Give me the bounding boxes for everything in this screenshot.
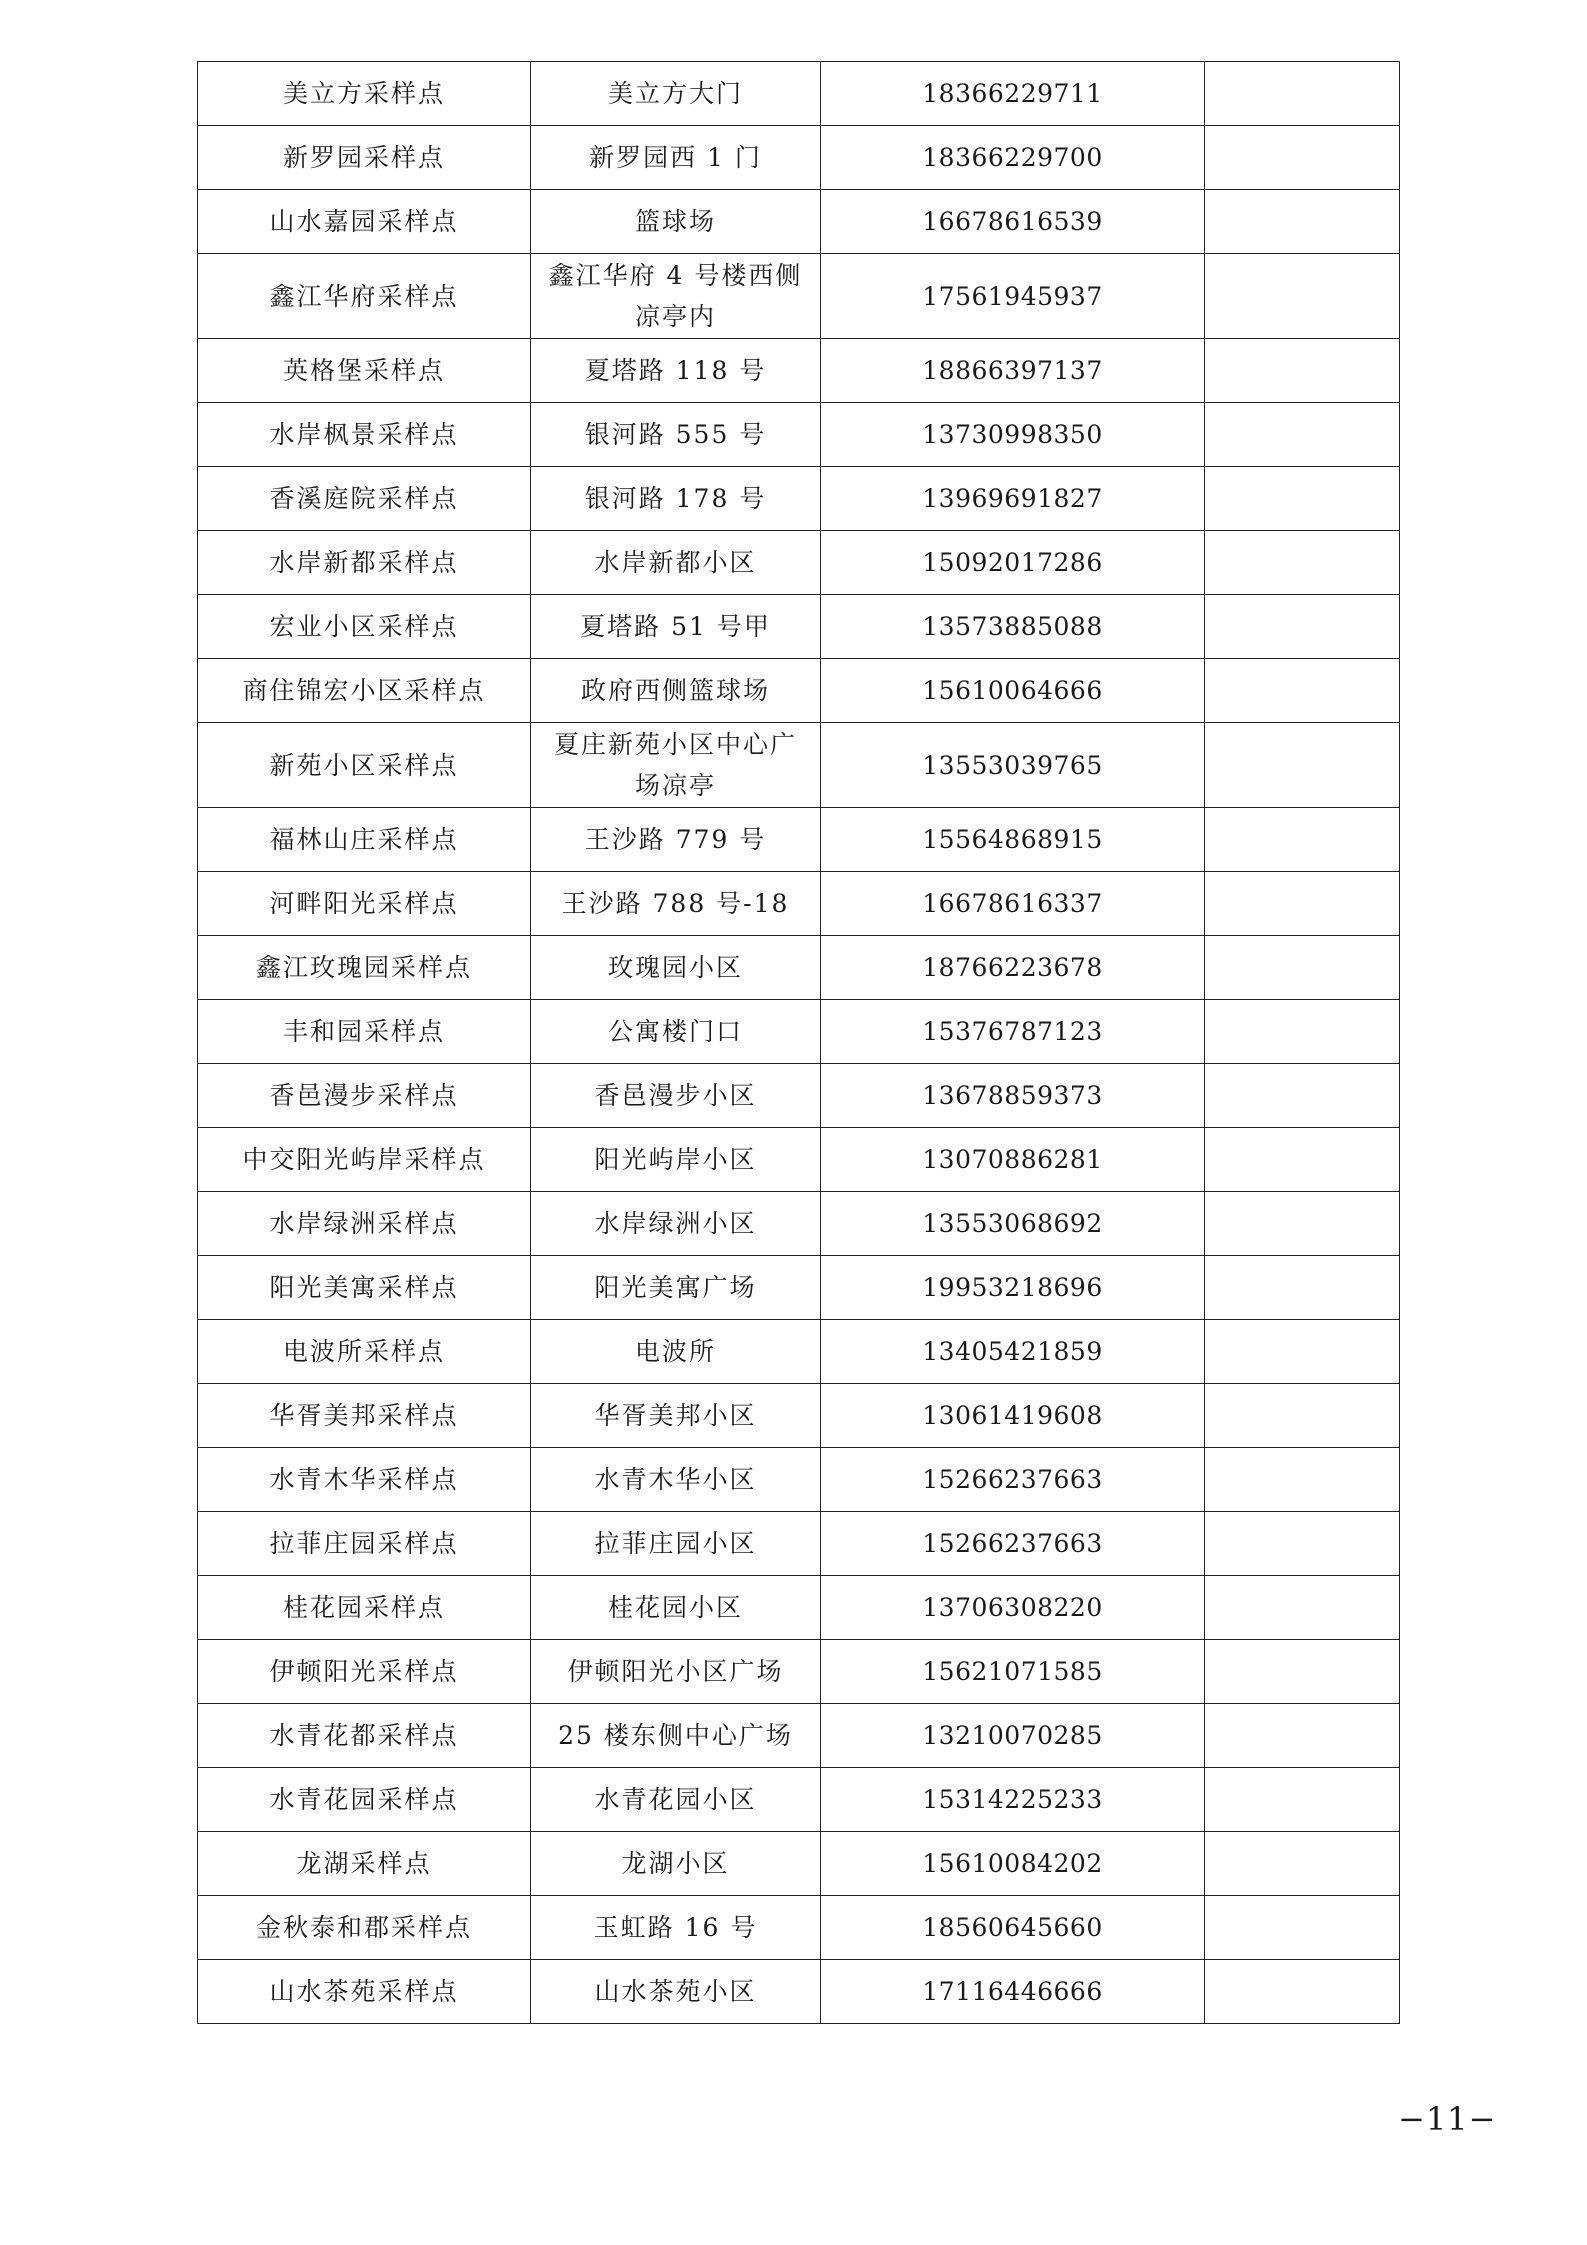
phone-cell: 13553039765 [821, 723, 1205, 808]
location-cell: 桂花园小区 [531, 1576, 821, 1640]
table-row [198, 1384, 1400, 1448]
phone-cell: 18766223678 [821, 936, 1205, 1000]
phone-cell: 15610064666 [821, 659, 1205, 723]
note-cell [1205, 1384, 1400, 1448]
note-cell [1205, 1704, 1400, 1768]
phone-cell: 17116446666 [821, 1960, 1205, 2024]
table-row [198, 1576, 1400, 1640]
note-cell [1205, 1832, 1400, 1896]
location-cell: 银河路 178 号 [531, 467, 821, 531]
note-cell [1205, 1256, 1400, 1320]
phone-cell: 18366229700 [821, 126, 1205, 190]
location-cell: 阳光屿岸小区 [531, 1128, 821, 1192]
site-name-cell: 山水嘉园采样点 [198, 190, 531, 254]
table-row [198, 1832, 1400, 1896]
phone-cell: 13070886281 [821, 1128, 1205, 1192]
site-name-cell: 水岸新都采样点 [198, 531, 531, 595]
phone-cell: 15621071585 [821, 1640, 1205, 1704]
note-cell [1205, 872, 1400, 936]
sampling-sites-table-body [198, 62, 1400, 2024]
location-cell: 拉菲庄园小区 [531, 1512, 821, 1576]
note-cell [1205, 1640, 1400, 1704]
location-cell: 华胥美邦小区 [531, 1384, 821, 1448]
note-cell [1205, 190, 1400, 254]
site-name-cell: 河畔阳光采样点 [198, 872, 531, 936]
location-cell: 水青花园小区 [531, 1768, 821, 1832]
note-cell [1205, 1192, 1400, 1256]
table-row [198, 1896, 1400, 1960]
location-cell: 美立方大门 [531, 62, 821, 126]
table-row [198, 1000, 1400, 1064]
sampling-sites-table [197, 61, 1400, 2024]
note-cell [1205, 531, 1400, 595]
table-row [198, 1768, 1400, 1832]
phone-cell: 15610084202 [821, 1832, 1205, 1896]
location-cell: 王沙路 788 号-18 [531, 872, 821, 936]
note-cell [1205, 1448, 1400, 1512]
phone-cell: 13061419608 [821, 1384, 1205, 1448]
note-cell [1205, 403, 1400, 467]
table-row [198, 1320, 1400, 1384]
site-name-cell: 山水茶苑采样点 [198, 1960, 531, 2024]
site-name-cell: 水岸绿洲采样点 [198, 1192, 531, 1256]
location-cell: 公寓楼门口 [531, 1000, 821, 1064]
note-cell [1205, 1000, 1400, 1064]
table-row [198, 659, 1400, 723]
site-name-cell: 中交阳光屿岸采样点 [198, 1128, 531, 1192]
phone-cell: 13706308220 [821, 1576, 1205, 1640]
note-cell [1205, 659, 1400, 723]
phone-cell: 15092017286 [821, 531, 1205, 595]
location-cell: 王沙路 779 号 [531, 808, 821, 872]
phone-cell: 17561945937 [821, 254, 1205, 339]
table-row [198, 1192, 1400, 1256]
site-name-cell: 新苑小区采样点 [198, 723, 531, 808]
note-cell [1205, 1320, 1400, 1384]
table-row [198, 1064, 1400, 1128]
location-cell: 夏塔路 51 号甲 [531, 595, 821, 659]
table-row [198, 1960, 1400, 2024]
phone-cell: 15314225233 [821, 1768, 1205, 1832]
phone-cell: 13573885088 [821, 595, 1205, 659]
site-name-cell: 阳光美寓采样点 [198, 1256, 531, 1320]
location-cell: 新罗园西 1 门 [531, 126, 821, 190]
phone-cell: 13678859373 [821, 1064, 1205, 1128]
table-row [198, 254, 1400, 339]
location-cell: 伊顿阳光小区广场 [531, 1640, 821, 1704]
location-cell: 25 楼东侧中心广场 [531, 1704, 821, 1768]
location-cell: 夏庄新苑小区中心广场凉亭 [531, 723, 821, 808]
location-cell: 山水茶苑小区 [531, 1960, 821, 2024]
site-name-cell: 水岸枫景采样点 [198, 403, 531, 467]
table-row [198, 126, 1400, 190]
location-cell: 龙湖小区 [531, 1832, 821, 1896]
table-row [198, 1128, 1400, 1192]
site-name-cell: 金秋泰和郡采样点 [198, 1896, 531, 1960]
site-name-cell: 福林山庄采样点 [198, 808, 531, 872]
note-cell [1205, 62, 1400, 126]
table-row [198, 1512, 1400, 1576]
phone-cell: 15266237663 [821, 1512, 1205, 1576]
site-name-cell: 商住锦宏小区采样点 [198, 659, 531, 723]
table-row [198, 936, 1400, 1000]
table-row [198, 1448, 1400, 1512]
table-row [198, 872, 1400, 936]
location-cell: 篮球场 [531, 190, 821, 254]
table-row [198, 403, 1400, 467]
location-cell: 香邑漫步小区 [531, 1064, 821, 1128]
table-row [198, 531, 1400, 595]
phone-cell: 15266237663 [821, 1448, 1205, 1512]
site-name-cell: 水青花都采样点 [198, 1704, 531, 1768]
location-cell: 水岸新都小区 [531, 531, 821, 595]
phone-cell: 13969691827 [821, 467, 1205, 531]
note-cell [1205, 467, 1400, 531]
note-cell [1205, 808, 1400, 872]
table-row [198, 62, 1400, 126]
table-row [198, 1640, 1400, 1704]
table-row [198, 723, 1400, 808]
phone-cell: 13405421859 [821, 1320, 1205, 1384]
site-name-cell: 龙湖采样点 [198, 1832, 531, 1896]
note-cell [1205, 1512, 1400, 1576]
site-name-cell: 宏业小区采样点 [198, 595, 531, 659]
table-row [198, 1704, 1400, 1768]
phone-cell: 18560645660 [821, 1896, 1205, 1960]
phone-cell: 16678616539 [821, 190, 1205, 254]
location-cell: 玫瑰园小区 [531, 936, 821, 1000]
note-cell [1205, 723, 1400, 808]
phone-cell: 15376787123 [821, 1000, 1205, 1064]
note-cell [1205, 126, 1400, 190]
note-cell [1205, 1576, 1400, 1640]
location-cell: 夏塔路 118 号 [531, 339, 821, 403]
location-cell: 水青木华小区 [531, 1448, 821, 1512]
location-cell: 银河路 555 号 [531, 403, 821, 467]
note-cell [1205, 1896, 1400, 1960]
table-row [198, 808, 1400, 872]
table-row [198, 467, 1400, 531]
site-name-cell: 伊顿阳光采样点 [198, 1640, 531, 1704]
note-cell [1205, 595, 1400, 659]
phone-cell: 15564868915 [821, 808, 1205, 872]
table-row [198, 595, 1400, 659]
note-cell [1205, 1064, 1400, 1128]
site-name-cell: 电波所采样点 [198, 1320, 531, 1384]
note-cell [1205, 1768, 1400, 1832]
phone-cell: 16678616337 [821, 872, 1205, 936]
table-row [198, 1256, 1400, 1320]
location-cell: 水岸绿洲小区 [531, 1192, 821, 1256]
site-name-cell: 英格堡采样点 [198, 339, 531, 403]
phone-cell: 13210070285 [821, 1704, 1205, 1768]
location-cell: 阳光美寓广场 [531, 1256, 821, 1320]
phone-cell: 13553068692 [821, 1192, 1205, 1256]
note-cell [1205, 1128, 1400, 1192]
site-name-cell: 丰和园采样点 [198, 1000, 531, 1064]
site-name-cell: 香溪庭院采样点 [198, 467, 531, 531]
site-name-cell: 水青木华采样点 [198, 1448, 531, 1512]
location-cell: 电波所 [531, 1320, 821, 1384]
site-name-cell: 拉菲庄园采样点 [198, 1512, 531, 1576]
site-name-cell: 香邑漫步采样点 [198, 1064, 531, 1128]
site-name-cell: 水青花园采样点 [198, 1768, 531, 1832]
location-cell: 政府西侧篮球场 [531, 659, 821, 723]
location-cell: 玉虹路 16 号 [531, 1896, 821, 1960]
site-name-cell: 新罗园采样点 [198, 126, 531, 190]
site-name-cell: 鑫江华府采样点 [198, 254, 531, 339]
page-number: −11− [1398, 2100, 1497, 2138]
phone-cell: 19953218696 [821, 1256, 1205, 1320]
site-name-cell: 鑫江玫瑰园采样点 [198, 936, 531, 1000]
note-cell [1205, 339, 1400, 403]
table-row [198, 339, 1400, 403]
phone-cell: 13730998350 [821, 403, 1205, 467]
site-name-cell: 美立方采样点 [198, 62, 531, 126]
note-cell [1205, 254, 1400, 339]
phone-cell: 18366229711 [821, 62, 1205, 126]
note-cell [1205, 1960, 1400, 2024]
site-name-cell: 桂花园采样点 [198, 1576, 531, 1640]
note-cell [1205, 936, 1400, 1000]
phone-cell: 18866397137 [821, 339, 1205, 403]
site-name-cell: 华胥美邦采样点 [198, 1384, 531, 1448]
location-cell: 鑫江华府 4 号楼西侧凉亭内 [531, 254, 821, 339]
table-row [198, 190, 1400, 254]
